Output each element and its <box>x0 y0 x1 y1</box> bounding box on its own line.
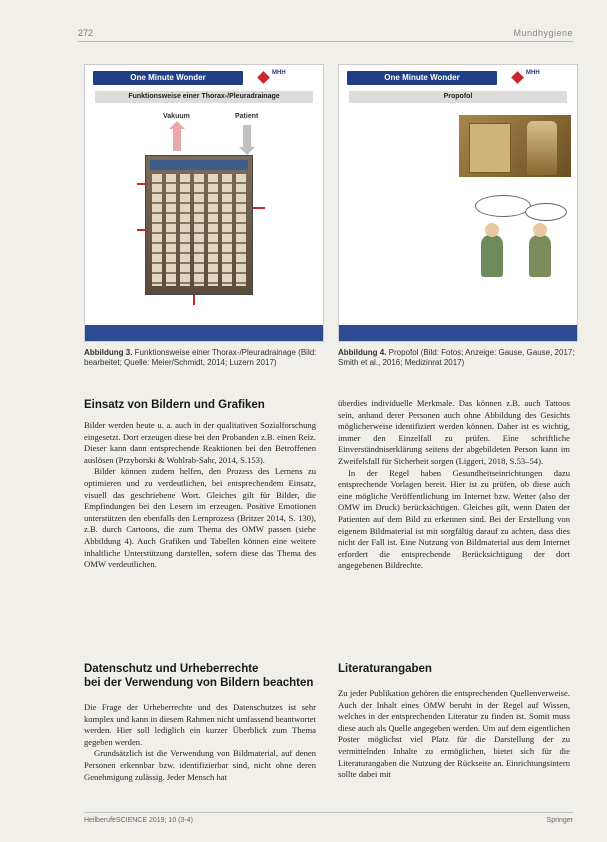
arrow-up-icon <box>173 129 181 151</box>
literatur-text <box>338 688 570 781</box>
bottom-annotation <box>145 309 285 325</box>
caption-text: Propofol (Bild: Fotos; Anzeige: Gause, Gause, 2017; Smith et al., 2016; Medizinrat 2017) <box>338 348 575 367</box>
figure-header <box>343 69 573 87</box>
cartoon-illustration <box>467 195 571 275</box>
figure-header <box>89 69 319 87</box>
logo-text: MHH <box>526 70 540 76</box>
heading-line: bei der Verwendung von Bildern beachten <box>84 677 314 689</box>
heading-bilder: Einsatz von Bildern und Grafiken <box>84 399 265 411</box>
figure-footer-bar <box>85 325 323 341</box>
right-column-text <box>338 398 570 572</box>
figure-subtitle: Funktionsweise einer Thorax-/Pleuradrainage <box>95 91 313 103</box>
page-number: 272 <box>78 28 94 38</box>
paragraph: überdies individuelle Merkmale. Das können z.B. auch Tattoos sein, anhand derer Personen auch ohne Abbildung des Gesichts möglicherweise identifiziert werden können. Daher ist es wichtig, immer den Einzelfall zu prüfen. Eine schriftliche Einverständniserklärung seitens der abgebildeten Person kann im Zweifelsfall für Sicherheit sorgen (Liggeri, 2018, S.53–54). <box>338 398 570 466</box>
mhh-logo <box>255 70 317 86</box>
figure-footer-bar <box>339 325 577 341</box>
footer-journal: HeilberufeSCIENCE 2019; 10 (3-4) <box>84 817 193 824</box>
logo-mark-icon <box>511 71 524 84</box>
figure-subtitle: Propofol <box>349 91 567 103</box>
mhh-logo <box>509 70 571 86</box>
label-patient: Patient <box>235 113 259 120</box>
heading-datenschutz <box>84 662 313 690</box>
label-vakuum: Vakuum <box>163 113 190 120</box>
logo-text: MHH <box>272 70 286 76</box>
figure-4-caption <box>338 348 578 368</box>
caption-label: Abbildung 3. <box>84 348 133 357</box>
propofol-photo <box>459 115 571 177</box>
figure-propofol <box>338 64 578 342</box>
figure-thorax-drainage <box>84 64 324 342</box>
logo-mark-icon <box>257 71 270 84</box>
running-title: Mundhygiene <box>513 28 573 38</box>
paragraph: Bilder können zudem helfen, den Prozess des Lernens zu optimieren und zu verdeutlichen, bei entsprechendem Einsatz, visuell das geschriebene Wort. Gleiches gilt für Bilder, die Empfindungen bei den Lesern im erzeugen. Positive Emotionen unterstützen den ebenfalls den Lernprozess (Britzer 2014, S. 130), z.B. durch Cartoons, die zum Thema des OMW passen (siehe Abbildung 4). Auch Grafiken und Tabellen können eine weitere inhaltliche Unterstützung darstellen, sofern diese das Thema des OMW verdeutlichen. <box>84 466 316 570</box>
arrow-down-icon <box>243 125 251 147</box>
left-annotation <box>91 157 143 267</box>
paragraph: Die Frage der Urheberrechte und des Datenschutzes ist sehr komplex und kann in diesem Rahmen nicht umfassend beantwortet werden. Hier soll lediglich ein kurzer Überblick zum Thema gegeben werden. <box>84 702 316 747</box>
paragraph: Grundsätzlich ist die Verwendung von Bildmaterial, auf denen Personen erkennbar bzw. identifizierbar sind, nicht ohne deren Genehmigung zulässig. Jeder Mensch hat <box>84 748 316 782</box>
footer-publisher: Springer <box>546 817 573 824</box>
caption-text: Funktionsweise einer Thorax-/Pleuradrainage (Bild: bearbeitet; Quelle: Meier/Schmidt, 2014; Luzern 2017) <box>84 348 317 367</box>
figure-banner: One Minute Wonder <box>347 71 497 85</box>
info-block-1 <box>347 111 455 141</box>
footer-rule <box>84 812 573 813</box>
datenschutz-text <box>84 702 316 783</box>
info-block-2 <box>347 151 455 211</box>
paragraph: Zu jeder Publikation gehören die entsprechenden Quellenverweise. Auch der Inhalt eines OMW beruht in der Regel auf Wissen, welches in der entsprechenden Literatur zu finden ist. Somit muss diese auch als Quelle angegeben werden. Um auf dem eigentlichen Poster möglichst viel Platz für die Darstellung der zu vermittelnden Inhalte zu ermöglichen, bietet sich für die Literaturangaben die Nutzung der Rückseite an. Einrichtungsintern sollte dabei mit <box>338 688 570 780</box>
header-rule <box>78 41 573 42</box>
right-annotation <box>267 195 319 235</box>
paragraph: Bilder werden heute u. a. auch in der qualitativen Sozialforschung eingesetzt. Dort erzeugen diese bei den Probanden z.B. einen Reiz. Dieser kann dann entsprechende Reaktionen bei den Betroffenen auslösen (Przyborski & Wohlrab-Sahr, 2014, S.153). <box>84 420 316 465</box>
bilder-text <box>84 420 316 571</box>
info-block-3 <box>347 221 463 247</box>
paragraph: In der Regel haben Gesundheitseinrichtungen dazu entsprechende Vorlagen bereit. Hier ist zu prüfen, ob diese auch eine mögliche Veröffentlichung im Internet bzw. Wetter (also der OMW im Druck) berücksichtigen. Gleiches gilt, wenn Daten der Patienten auf dem Bild zu erkennen sind. Bei der Erstellung von eigenem Bildmaterial ist mit sorgfältig darauf zu achten, dass dies nicht der Fall ist. Eine Nutzung von Bildmaterial aus dem Internet erfordert die entsprechende Berücksichtigung der dort angegebenen Bildrechte. <box>338 467 570 571</box>
figure-banner: One Minute Wonder <box>93 71 243 85</box>
figure-3-caption <box>84 348 324 368</box>
drainage-device-illustration <box>145 155 253 295</box>
heading-literatur: Literaturangaben <box>338 663 432 675</box>
heading-line: Datenschutz und Urheberrechte <box>84 663 259 675</box>
caption-label: Abbildung 4. <box>338 348 387 357</box>
